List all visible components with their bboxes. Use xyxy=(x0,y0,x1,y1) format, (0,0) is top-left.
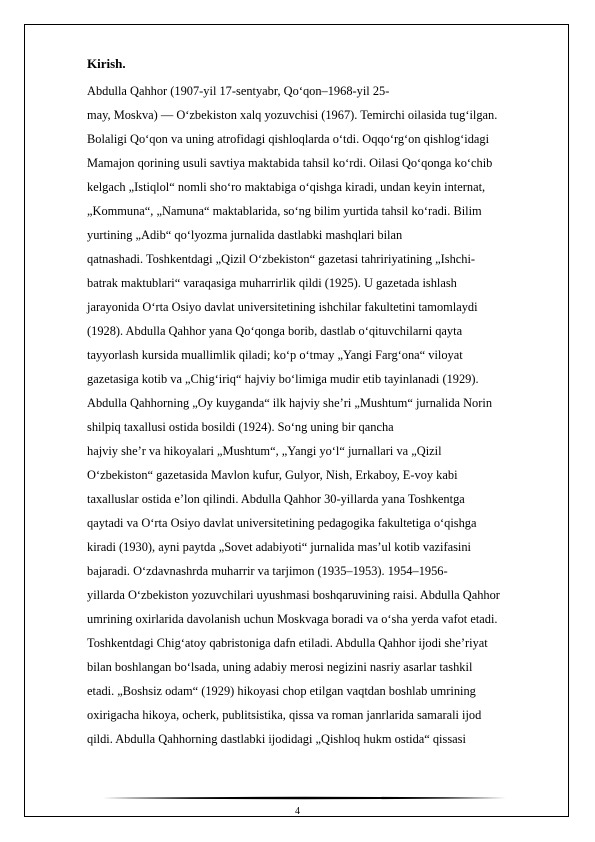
text-line: hajviy she’r va hikoyalari „Mushtum“, „Yangi yo‘l“ jurnallari va „Qizil xyxy=(87,444,442,458)
text-line: taxalluslar ostida e’lon qilindi. Abdulla Qahhor 30-yillarda yana Toshkentga xyxy=(87,492,465,506)
text-line: yillarda O‘zbekiston yozuvchilari uyushmasi boshqaruvining raisi. Abdulla Qahhor xyxy=(87,588,500,602)
text-line: qatnashadi. Toshkentdagi „Qizil O‘zbekiston“ gazetasi tahririyatining „Ishchi- xyxy=(87,252,476,266)
text-line: bajaradi. O‘zdavnashrda muharrir va tarjimon (1935–1953). 1954–1956- xyxy=(87,564,448,578)
text-line: (1928). Abdulla Qahhor yana Qo‘qonga borib, dastlab o‘qituvchilarni qayta xyxy=(87,324,463,338)
text-line: „Kommuna“, „Namuna“ maktablarida, so‘ng bilim yurtida tahsil ko‘radi. Bilim xyxy=(87,204,482,218)
text-line: O‘zbekiston“ gazetasida Mavlon kufur, Gulyor, Nish, Erkaboy, E-voy kabi xyxy=(87,468,458,482)
text-line: batrak maktublari“ varaqasiga muharrirlik qildi (1925). U gazetada ishlash xyxy=(87,276,457,290)
text-line: qaytadi va O‘rta Osiyo davlat universitetining pedagogika fakultetiga o‘qishga xyxy=(87,516,477,530)
text-line: Abdulla Qahhor (1907-yil 17-sentyabr, Qo‘qon–1968-yil 25- xyxy=(87,84,390,98)
text-line: may, Moskva) — O‘zbekiston xalq yozuvchisi (1967). Temirchi oilasida tug‘ilgan. xyxy=(87,108,498,122)
text-line: Mamajon qorining usuli savtiya maktabida tahsil ko‘rdi. Oilasi Qo‘qonga ko‘chib xyxy=(87,156,493,170)
text-line: kelgach „Istiqlol“ nomli sho‘ro maktabiga o‘qishga kiradi, undan keyin internat, xyxy=(87,180,486,194)
text-line: umrining oxirlarida davolanish uchun Moskvaga boradi va o‘sha yerda vafot etadi. xyxy=(87,612,498,626)
text-line: Toshkentdagi Chig‘atoy qabristoniga dafn etiladi. Abdulla Qahhor ijodi she’riyat xyxy=(87,636,488,650)
text-line: Bolaligi Qo‘qon va uning atrofidagi qishloqlarda o‘tdi. Oqqo‘rg‘on qishlog‘idagi xyxy=(87,132,490,146)
text-line: yurtining „Adib“ qo‘lyozma jurnalida dastlabki mashqlari bilan xyxy=(87,228,403,242)
text-line: Abdulla Qahhorning „Oy kuyganda“ ilk hajviy she’ri „Mushtum“ jurnalida Norin xyxy=(87,396,493,410)
text-line: shilpiq taxallusi ostida bosildi (1924). So‘ng uning bir qancha xyxy=(87,420,394,434)
text-line: oxirigacha hikoya, ocherk, publitsistika, qissa va roman janrlarida samarali ijod xyxy=(87,708,482,722)
footer-divider xyxy=(103,796,506,800)
text-line: jarayonida O‘rta Osiyo davlat universitetining ishchilar fakultetini tamomlaydi xyxy=(87,300,478,314)
text-line: gazetasiga kotib va „Chig‘iriq“ hajviy bo‘limiga mudir etib tayinlanadi (1929). xyxy=(87,372,479,386)
text-line: qildi. Abdulla Qahhorning dastlabki ijodidagi „Qishloq hukm ostida“ qissasi xyxy=(87,732,466,746)
text-line: etadi. „Boshsiz odam“ (1929) hikoyasi chop etilgan vaqtdan boshlab umrining xyxy=(87,684,476,698)
section-heading: Kirish. xyxy=(87,56,126,71)
text-line: bilan boshlangan bo‘lsada, uning adabiy merosi negizini nasriy asarlar tashkil xyxy=(87,660,473,674)
text-line: kiradi (1930), ayni paytda „Sovet adabiyoti“ jurnalida mas’ul kotib vazifasini xyxy=(87,540,472,554)
document-body xyxy=(87,55,557,751)
paragraph xyxy=(87,79,557,751)
page-number: 4 xyxy=(295,806,300,817)
text-line: tayyorlash kursida muallimlik qiladi; ko‘p o‘tmay „Yangi Farg‘ona“ viloyat xyxy=(87,348,463,362)
